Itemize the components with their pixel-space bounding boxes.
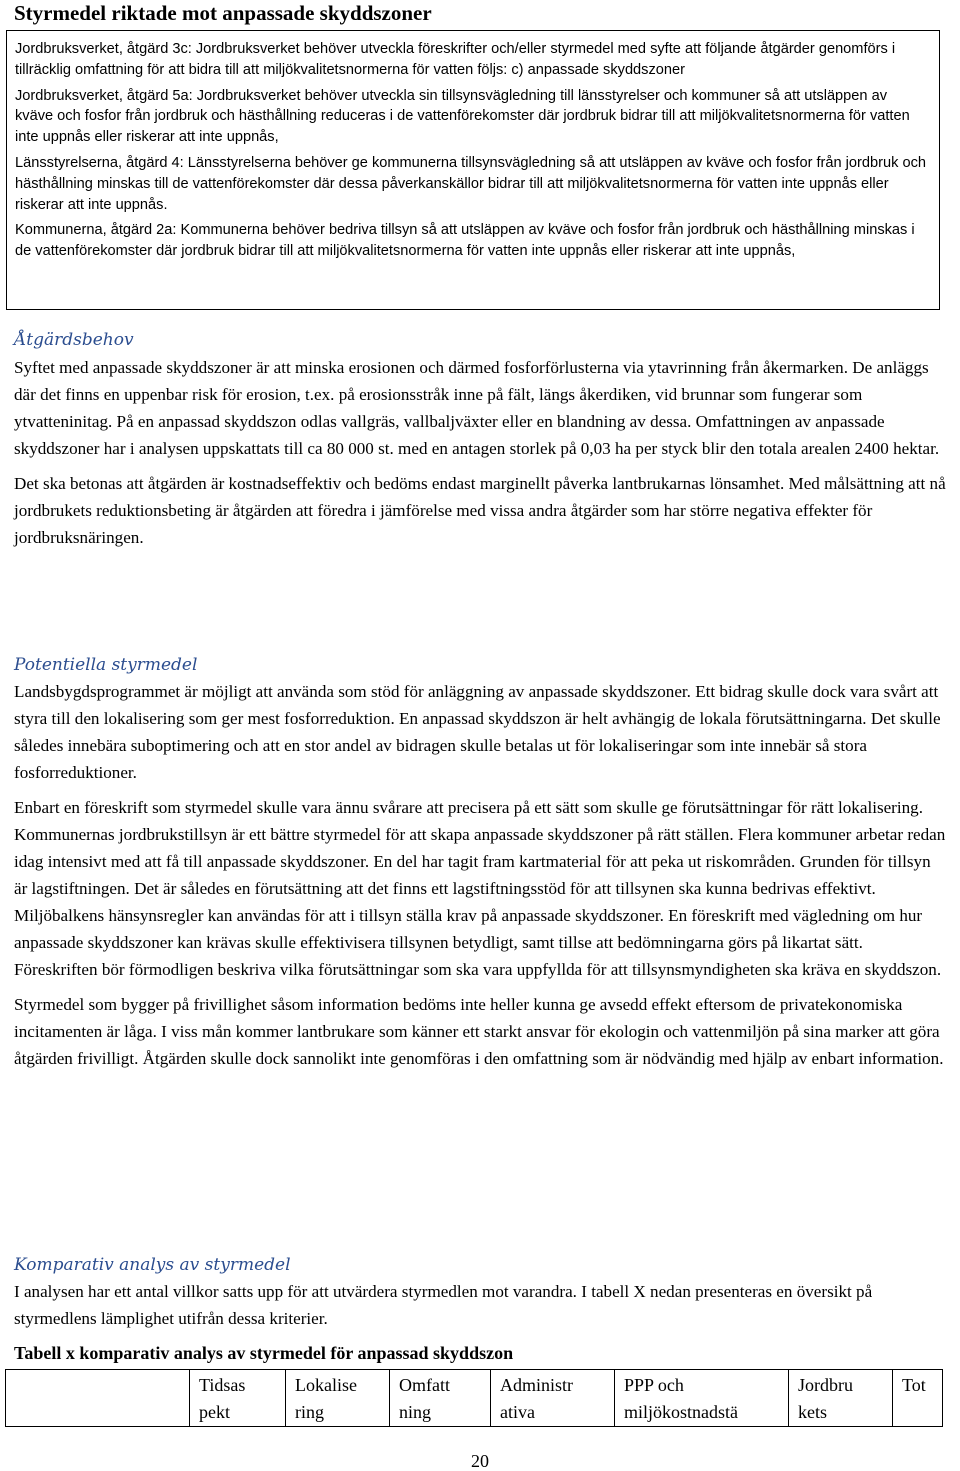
measure-item: Kommunerna, åtgärd 2a: Kommunerna behöver bedriva tillsyn så att utsläppen av kväve och fosfor från jordbruk och hästhållning minskas i de vattenförekomster där jordbruk bidrar till att miljökvalitetsnormerna för vatten inte uppnås eller riskerar att inte uppnås,	[15, 222, 915, 260]
table-header-cell: Lokalise ring	[286, 1370, 390, 1427]
section-komparativ-analys	[14, 1278, 946, 1340]
section-potentiella-styrmedel	[14, 678, 946, 1080]
measure-item: Jordbruksverket, åtgärd 3c: Jordbruksverket behöver utveckla föreskrifter och/eller styrmedel med syfte att följande åtgärder genomförs i tillräcklig omfattning för att bidra till att miljökvalitetsnormerna för vatten följs: c) anpassade skyddszoner	[15, 41, 896, 78]
table-header-cell: Omfatt ning	[390, 1370, 491, 1427]
page-title: Styrmedel riktade mot anpassade skyddszoner	[14, 1, 432, 25]
table-header-cell: Tidsas pekt	[190, 1370, 286, 1427]
paragraph: Syftet med anpassade skyddszoner är att minska erosionen och därmed fosforförlusterna via ytavrinning från åkermarken. De anläggs där det finns en uppenbar risk för erosion, t.ex. på erosionsstråk inne på fält, längs åkerdiken, vid brunnar som fungerar som ytvatteninitag. På en anpassad skyddszon odlas vallgräs, vallbaljväxter eller en blandning av dessa. Omfattningen av anpassade skyddszoner har i analysen uppskattats till ca 80 000 st. med en antagen storlek på 0,03 ha per styck blir den totala arealen 2400 hektar.	[14, 358, 940, 458]
comparison-table	[5, 1369, 943, 1427]
table-header-cell: PPP och miljökostnadstä	[615, 1370, 789, 1427]
paragraph: Styrmedel som bygger på frivillighet såsom information bedöms inte heller kunna ge avsedd effekt eftersom de privatekonomiska incitamenten är låga. I viss mån kommer lantbrukare som känner ett starkt ansvar för ekologin och vattenmiljön på sina marker att göra åtgärden frivilligt. Åtgärden skulle dock sannolikt inte genomföras i den omfattning som är nödvändig med hjälp av enbart information.	[14, 995, 944, 1068]
section-atgardsbehov	[14, 354, 946, 559]
paragraph: Landsbygdsprogrammet är möjligt att använda som stöd för anläggning av anpassade skyddszoner. Ett bidrag skulle dock vara svårt att styra till den lokalisering som ger mest fosforreduktion. En anpassad skyddszon är helt avhängig de lokala förutsättningarna. Det skulle således innebära suboptimering och att en stor andel av bidragen skulle betalas ut för lokaliseringar som inte innebär så stora fosforreduktioner.	[14, 682, 941, 782]
table-header-cell: Tot	[893, 1370, 943, 1427]
paragraph: I analysen har ett antal villkor satts upp för att utvärdera styrmedlen mot varandra. I tabell X nedan presenteras en översikt på styrmedlens lämplighet utifrån dessa kriterier.	[14, 1282, 873, 1328]
measure-item: Jordbruksverket, åtgärd 5a: Jordbruksverket behöver utveckla sin tillsynsvägledning till länsstyrelser och kommuner så att utsläppen av kväve och fosfor från jordbruk och hästhållning reduceras i de vattenförekomster där jordbruk bidrar till att miljökvalitetsnormerna för vatten inte uppnås eller riskerar att inte uppnås,	[15, 87, 910, 146]
measure-item: Länsstyrelserna, åtgärd 4: Länsstyrelserna behöver ge kommunerna tillsynsvägledning så att utsläppen av kväve och fosfor från jordbruk och hästhållning minskas till de vattenförekomster där dessa påverkanskällor bidrar till att miljökvalitetsnormerna för vatten inte uppnås eller riskerar att inte uppnås.	[15, 154, 926, 213]
heading-atgardsbehov: Åtgärdsbehov	[14, 330, 134, 350]
table-header-cell: Administr ativa	[491, 1370, 615, 1427]
measures-box	[6, 30, 940, 310]
page-number: 20	[471, 1451, 489, 1471]
paragraph: Enbart en föreskrift som styrmedel skulle vara ännu svårare att precisera på ett sätt som skulle ge förutsättningar för rätt lokalisering. Kommunernas jordbrukstillsyn är ett bättre styrmedel för att skapa anpassade skyddszoner på rätt ställen. Flera kommuner arbetar redan idag intensivt med att få till anpassade skyddszoner. En del har tagit fram kartmaterial för att peka ut riskområden. Grunden för tillsyn är lagstiftningen. Det är således en förutsättning att det finns ett lagstiftningsstöd för att tillsynen ska kunna bedrivas effektivt. Miljöbalkens hänsynsregler kan användas för att i tillsyn ställa krav på anpassade skyddszoner. En föreskrift med vägledning om hur anpassade skyddszoner kan krävas skulle effektivisera tillsynen betydligt, samt tillse att bedömningarna görs på likartat sätt. Föreskriften bör förmodligen beskriva vilka förutsättningar som ska vara uppfyllda för att tillsynsmyndigheten ska kräva en skyddszon.	[14, 798, 946, 979]
table-caption: Tabell x komparativ analys av styrmedel för anpassad skyddszon	[14, 1343, 514, 1363]
table-header-row	[6, 1370, 943, 1427]
heading-potentiella-styrmedel: Potentiella styrmedel	[14, 655, 198, 675]
paragraph: Det ska betonas att åtgärden är kostnadseffektiv och bedöms endast marginellt påverka lantbrukarnas lönsamhet. Med målsättning att nå jordbrukets reduktionsbeting är åtgärden att föredra i jämförelse med vissa andra åtgärder som har större negativa effekter för jordbruksnäringen.	[14, 474, 946, 547]
heading-komparativ-analys: Komparativ analys av styrmedel	[14, 1255, 291, 1275]
table-header-cell	[6, 1370, 190, 1427]
table-header-cell: Jordbru kets	[789, 1370, 893, 1427]
